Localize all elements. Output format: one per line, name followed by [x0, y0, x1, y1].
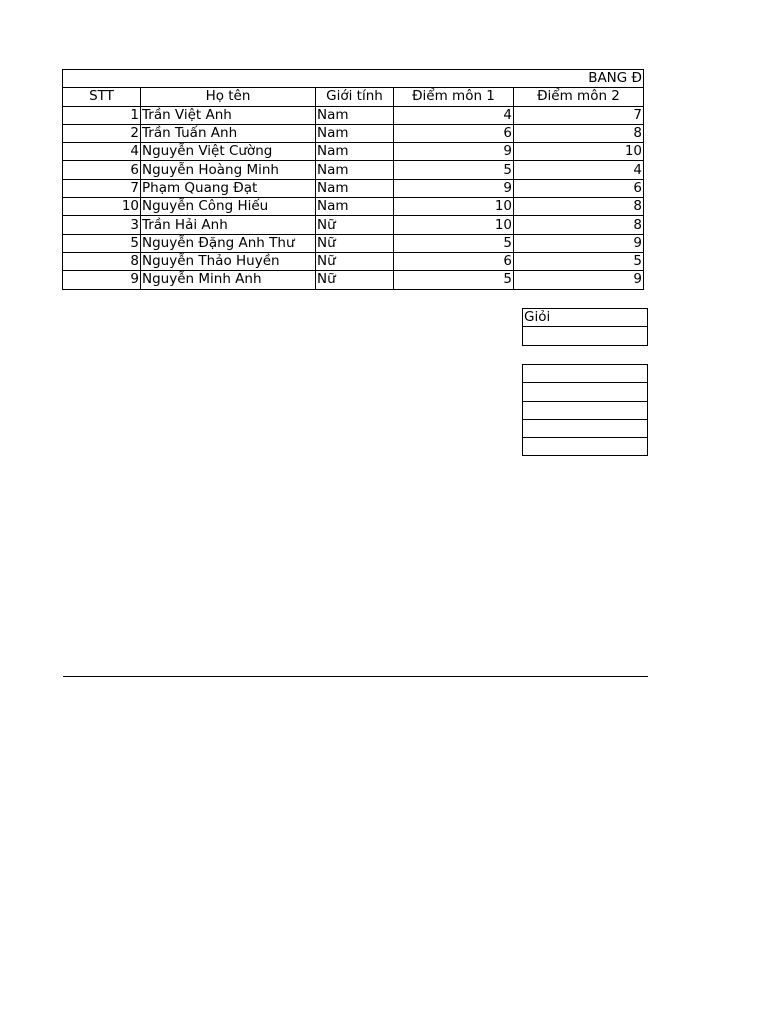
cell-gender: Nam	[316, 143, 394, 161]
cell-score-1: 9	[394, 179, 514, 197]
cell-gender: Nam	[316, 161, 394, 179]
cell-stt: 3	[63, 216, 141, 234]
cell-stt: 5	[63, 234, 141, 252]
cell-gender: Nữ	[316, 234, 394, 252]
page-break-line	[63, 676, 648, 677]
summary-row	[523, 383, 648, 401]
cell-score-1: 5	[394, 161, 514, 179]
cell-gender: Nữ	[316, 216, 394, 234]
summary-empty-cell	[523, 383, 648, 401]
cell-score-1: 6	[394, 252, 514, 270]
cell-stt: 1	[63, 106, 141, 124]
summary-table	[522, 364, 648, 456]
table-row	[63, 271, 644, 289]
cell-score-2: 5	[514, 252, 644, 270]
cell-stt: 2	[63, 124, 141, 142]
cell-name: Nguyễn Việt Cường	[141, 143, 316, 161]
table-row	[63, 106, 644, 124]
cell-stt: 8	[63, 252, 141, 270]
cell-gender: Nam	[316, 106, 394, 124]
cell-score-1: 4	[394, 106, 514, 124]
cell-score-2: 9	[514, 271, 644, 289]
cell-gender: Nam	[316, 198, 394, 216]
cell-name: Trần Tuấn Anh	[141, 124, 316, 142]
cell-gender: Nam	[316, 124, 394, 142]
title-row	[63, 70, 644, 88]
cell-name: Nguyễn Thảo Huyền	[141, 252, 316, 270]
table-row	[63, 252, 644, 270]
cell-gender: Nam	[316, 179, 394, 197]
cell-score-2: 8	[514, 124, 644, 142]
cell-score-2: 8	[514, 216, 644, 234]
cell-stt: 9	[63, 271, 141, 289]
cell-name: Trần Việt Anh	[141, 106, 316, 124]
summary-row	[523, 401, 648, 419]
header-score-2: Điểm môn 2	[514, 88, 644, 106]
cell-name: Nguyễn Hoàng Minh	[141, 161, 316, 179]
cell-score-1: 5	[394, 271, 514, 289]
cell-score-2: 4	[514, 161, 644, 179]
cell-score-2: 8	[514, 198, 644, 216]
cell-score-1: 10	[394, 216, 514, 234]
header-gender: Giới tính	[316, 88, 394, 106]
cell-stt: 6	[63, 161, 141, 179]
header-score-1: Điểm môn 1	[394, 88, 514, 106]
cell-score-2: 9	[514, 234, 644, 252]
table-title: BANG Đ	[63, 70, 644, 88]
cell-gender: Nữ	[316, 252, 394, 270]
table-row	[63, 216, 644, 234]
criteria-table	[522, 308, 648, 346]
criteria-row	[523, 327, 648, 345]
cell-score-2: 6	[514, 179, 644, 197]
summary-row	[523, 419, 648, 437]
header-stt: STT	[63, 88, 141, 106]
criteria-empty-cell	[523, 327, 648, 345]
cell-name: Nguyễn Đặng Anh Thư	[141, 234, 316, 252]
summary-row	[523, 365, 648, 383]
cell-stt: 4	[63, 143, 141, 161]
table-row	[63, 179, 644, 197]
summary-empty-cell	[523, 365, 648, 383]
criteria-row	[523, 309, 648, 327]
cell-name: Trần Hải Anh	[141, 216, 316, 234]
header-row	[63, 88, 644, 106]
cell-score-1: 5	[394, 234, 514, 252]
cell-stt: 7	[63, 179, 141, 197]
cell-score-2: 10	[514, 143, 644, 161]
cell-score-1: 6	[394, 124, 514, 142]
cell-name: Nguyễn Minh Anh	[141, 271, 316, 289]
summary-empty-cell	[523, 419, 648, 437]
criteria-label: Giỏi	[523, 309, 648, 327]
header-name: Họ tên	[141, 88, 316, 106]
cell-gender: Nữ	[316, 271, 394, 289]
table-row	[63, 143, 644, 161]
table-row	[63, 198, 644, 216]
summary-empty-cell	[523, 438, 648, 456]
cell-score-1: 10	[394, 198, 514, 216]
table-row	[63, 124, 644, 142]
cell-name: Nguyễn Công Hiếu	[141, 198, 316, 216]
summary-empty-cell	[523, 401, 648, 419]
table-row	[63, 161, 644, 179]
grade-table	[62, 69, 644, 290]
summary-row	[523, 438, 648, 456]
cell-stt: 10	[63, 198, 141, 216]
cell-score-1: 9	[394, 143, 514, 161]
cell-name: Phạm Quang Đạt	[141, 179, 316, 197]
cell-score-2: 7	[514, 106, 644, 124]
table-row	[63, 234, 644, 252]
